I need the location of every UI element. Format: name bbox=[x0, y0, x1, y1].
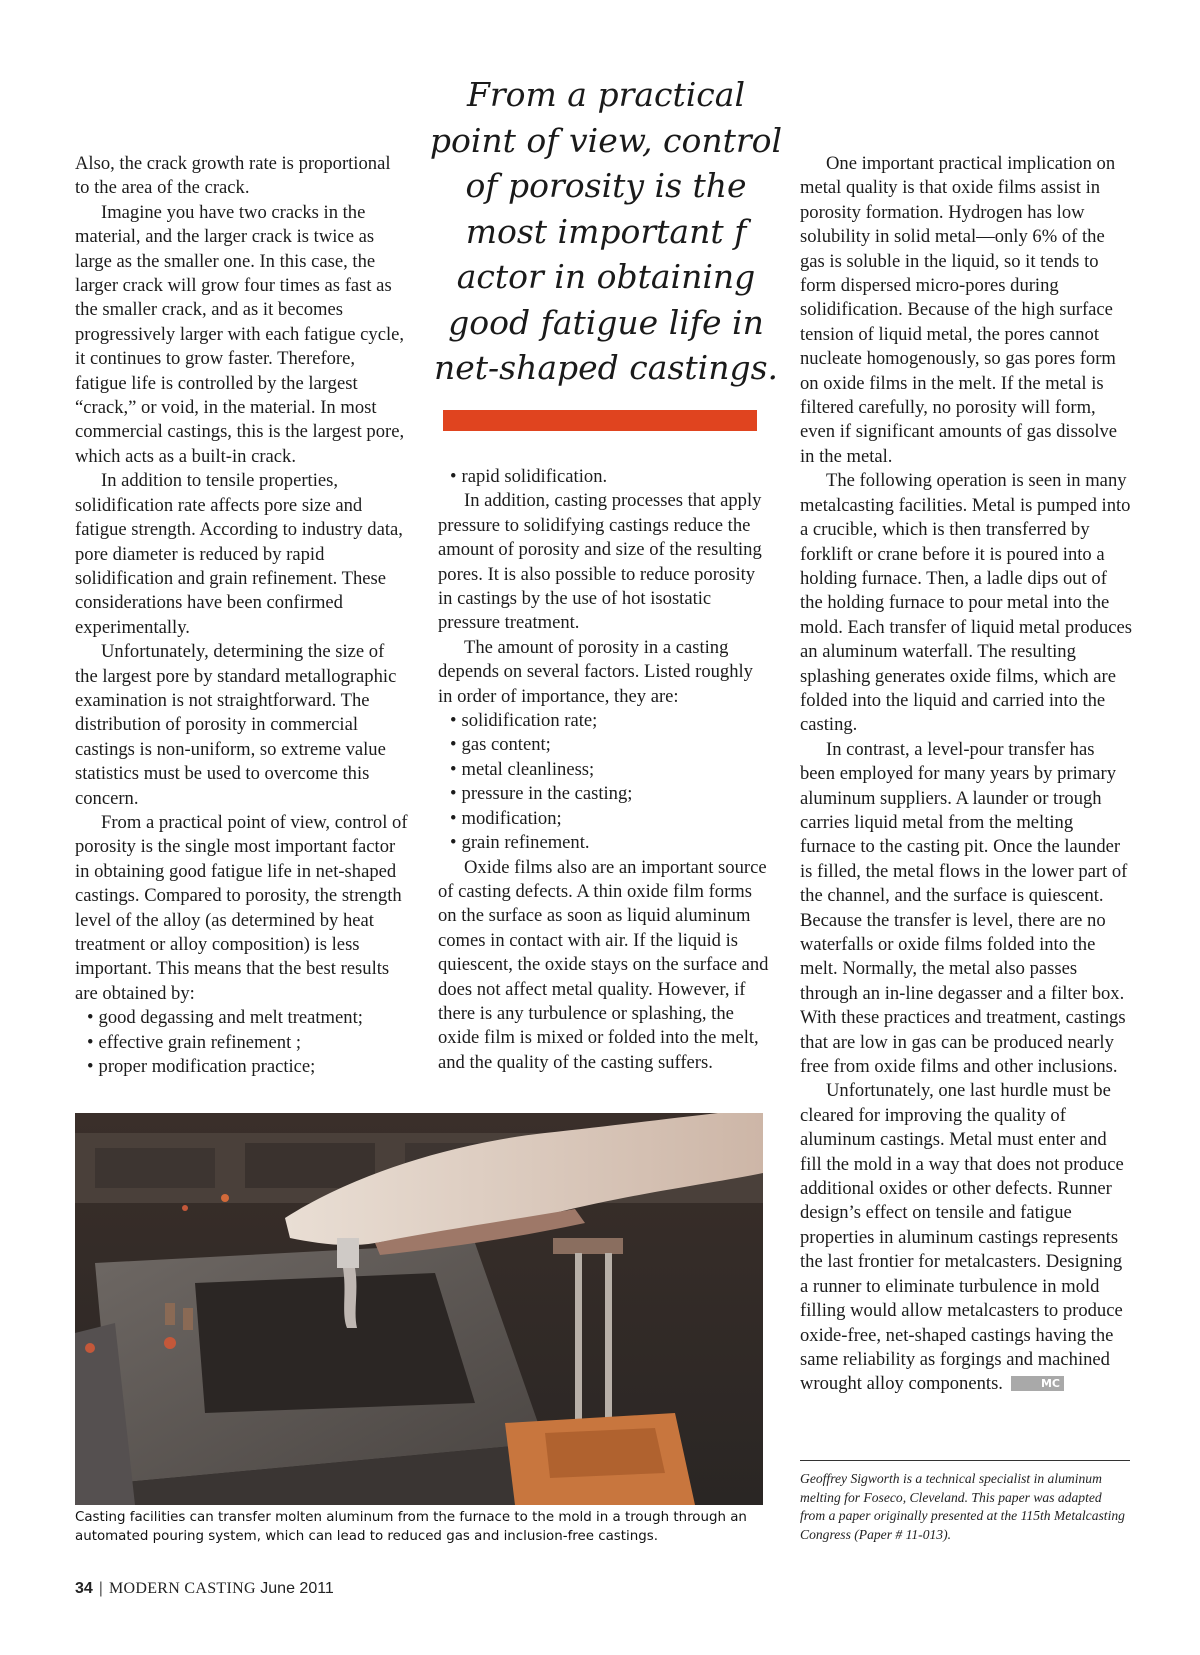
paragraph: In addition to tensile properties, solidification rate affects pore size and fatigue strength. According to industry data, pore diameter is reduced by rapid solidification and grain refinement. These considerations have been confirmed experimentally. bbox=[75, 470, 403, 638]
paragraph: In contrast, a level-pour transfer has been employed for many years by primary aluminum suppliers. A launder or trough carries liquid metal from the melting furnace to the casting pit. Once the launder is filled, the metal flows in the lower part of the channel, and the surface is quiescent. Because the transfer is level, there are no waterfalls or oxide films folded into the melt. Normally, the metal also passes through an in-line degasser and a filter box. With these practices and treatment, castings that are low in gas can be produced nearly free from oxide films and other inclusions. bbox=[800, 738, 1128, 1078]
list-item: • pressure in the casting; bbox=[450, 782, 772, 806]
list-item: • metal cleanliness; bbox=[450, 758, 772, 782]
paragraph: The amount of porosity in a casting depends on several factors. Listed roughly in order of importance, they are: bbox=[438, 636, 753, 707]
photo-caption: Casting facilities can transfer molten aluminum from the furnace to the mold in a trough through an automated pouring system, which can lead to reduced gas and inclusion-free castings. bbox=[75, 1510, 747, 1544]
paragraph: The following operation is seen in many metalcasting facilities. Metal is pumped into a crucible, which is then transferred by forklift or crane before it is poured into a holding furnace. Then, a ladle dips out of the holding furnace to pour metal into the mold. Each transfer of liquid metal produces an aluminum waterfall. The resulting splashing generates oxide films, which are folded into the liquid and carried into the casting. bbox=[800, 470, 1133, 736]
paragraph: Also, the crack growth rate is proportional to the area of the crack. bbox=[75, 153, 391, 199]
paragraph: In addition, casting processes that apply pressure to solidifying castings reduce the amount of porosity and size of the resulting pores. It is also possible to reduce porosity in castings by the use of hot isostatic pressure treatment. bbox=[438, 490, 762, 634]
list-item: • good degassing and melt treatment; bbox=[87, 1006, 408, 1030]
page-number: 34 bbox=[75, 1580, 93, 1597]
end-mark-badge: MC bbox=[1011, 1376, 1064, 1391]
magazine-name: MODERN CASTING bbox=[108, 1580, 256, 1597]
list-item: • grain refinement. bbox=[450, 831, 772, 855]
bullet-list bbox=[438, 709, 772, 855]
paragraph: Unfortunately, determining the size of the largest pore by standard metallographic examination is not straightforward. The distribution of porosity in commercial castings is non-uniform, so extreme value statistics must be used to overcome this concern. bbox=[75, 641, 397, 809]
list-item: • proper modification practice; bbox=[87, 1055, 408, 1079]
pull-quote: From a practical point of view, control of porosity is the most important f actor in obtaining good fatigue life in net-shaped castings. bbox=[429, 75, 783, 387]
article-photo bbox=[75, 1113, 763, 1505]
paragraph: One important practical implication on metal quality is that oxide films assist in porosity formation. Hydrogen has low solubility in solid metal—only 6% of the gas is soluble in the liquid, so it tends to form dispersed micro-pores during solidification. Because of the high surface tension of liquid metal, the pores cannot nucleate homogenously, so gas pores form on oxide films in the melt. If the metal is filtered carefully, no porosity will form, even if significant amounts of gas dissolve in the metal. bbox=[800, 153, 1118, 467]
pull-quote-accent-bar bbox=[443, 410, 757, 431]
paragraph-text: Unfortunately, one last hurdle must be cleared for improving the quality of aluminum castings. Metal must enter and fill the mold in a way that does not produce additional oxides or other defects. Runner design’s effect on tensile and fatigue properties in aluminum castings represents the last frontier for metalcasters. Designing a runner to eliminate turbulence in mold filling would allow metalcasters to produce oxide-free, net-shaped castings having the same reliability as forgings and machined wrought alloy components. bbox=[800, 1080, 1124, 1395]
paragraph: From a practical point of view, control of porosity is the single most important factor in obtaining good fatigue life in net-shaped castings. Compared to porosity, the strength level of the alloy (as determined by heat treatment or alloy composition) is less important. This means that the best results are obtained by: bbox=[75, 811, 408, 1004]
article-column-1 bbox=[75, 152, 408, 1079]
bullet-list bbox=[438, 465, 772, 489]
paragraph: Imagine you have two cracks in the material, and the larger crack is twice as large as the smaller one. In this case, the larger crack will grow four times as fast as the smaller crack, and as it becomes progressively larger with each fatigue cycle, it continues to grow faster. Therefore, fatigue life is controlled by the largest “crack,” or void, in the material. In most commercial castings, this is the largest pore, which acts as a built-in crack. bbox=[75, 201, 405, 467]
list-item: • effective grain refinement ; bbox=[87, 1031, 408, 1055]
bullet-list bbox=[75, 1006, 408, 1079]
footer-separator: | bbox=[98, 1580, 103, 1597]
list-item: • rapid solidification. bbox=[450, 465, 772, 489]
article-column-2 bbox=[438, 465, 772, 1075]
page-footer bbox=[75, 1580, 334, 1598]
list-item: • modification; bbox=[450, 807, 772, 831]
bio-divider bbox=[800, 1460, 1130, 1461]
author-bio: Geoffrey Sigworth is a technical specialist in aluminum melting for Foseco, Cleveland. This paper was adapted from a paper originally presented at the 115th Metalcasting Congress (Paper # 11-013). bbox=[800, 1471, 1125, 1542]
list-item: • gas content; bbox=[450, 733, 772, 757]
list-item: • solidification rate; bbox=[450, 709, 772, 733]
paragraph bbox=[800, 1079, 1132, 1396]
article-column-3 bbox=[800, 152, 1132, 1397]
issue-date: June 2011 bbox=[260, 1580, 334, 1597]
paragraph: Oxide films also are an important source of casting defects. A thin oxide film forms on the surface as soon as liquid aluminum comes in contact with air. If the liquid is quiescent, the oxide stays on the surface and does not affect metal quality. However, if there is any turbulence or splashing, the oxide film is mixed or folded into the melt, and the quality of the casting suffers. bbox=[438, 856, 769, 1073]
casting-trough-photo bbox=[75, 1113, 763, 1505]
